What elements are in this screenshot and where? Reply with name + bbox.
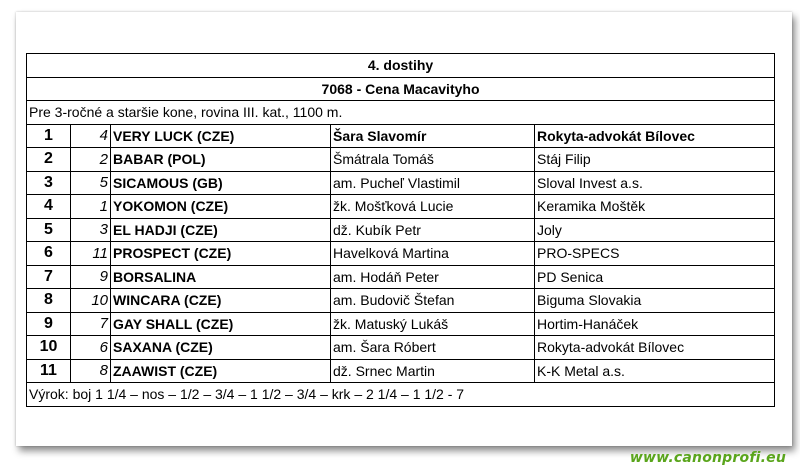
owner-cell: Joly bbox=[535, 218, 775, 242]
start-number-cell: 3 bbox=[71, 218, 111, 242]
watermark: www.canonprofi.eu bbox=[629, 450, 786, 466]
race-title: 7068 - Cena Macavityho bbox=[27, 77, 775, 101]
horse-cell: VERY LUCK (CZE) bbox=[111, 124, 331, 148]
start-number-cell: 1 bbox=[71, 195, 111, 219]
start-number-cell: 8 bbox=[71, 359, 111, 383]
place-cell: 1 bbox=[27, 124, 71, 148]
jockey-cell: am. Šara Róbert bbox=[331, 336, 535, 360]
jockey-cell: Šara Slavomír bbox=[331, 124, 535, 148]
owner-cell: Stáj Filip bbox=[535, 148, 775, 172]
owner-cell: PD Senica bbox=[535, 265, 775, 289]
owner-cell: Keramika Moštěk bbox=[535, 195, 775, 219]
horse-cell: SAXANA (CZE) bbox=[111, 336, 331, 360]
result-row bbox=[27, 171, 775, 195]
owner-cell: PRO-SPECS bbox=[535, 242, 775, 266]
jockey-cell: am. Hodáň Peter bbox=[331, 265, 535, 289]
jockey-cell: Havelková Martina bbox=[331, 242, 535, 266]
start-number-cell: 7 bbox=[71, 312, 111, 336]
race-number-row bbox=[27, 54, 775, 78]
start-number-cell: 2 bbox=[71, 148, 111, 172]
owner-cell: Biguma Slovakia bbox=[535, 289, 775, 313]
place-cell: 3 bbox=[27, 171, 71, 195]
race-title-row bbox=[27, 77, 775, 101]
jockey-cell: am. Budovič Štefan bbox=[331, 289, 535, 313]
owner-cell: K-K Metal a.s. bbox=[535, 359, 775, 383]
start-number-cell: 11 bbox=[71, 242, 111, 266]
place-cell: 2 bbox=[27, 148, 71, 172]
place-cell: 10 bbox=[27, 336, 71, 360]
place-cell: 11 bbox=[27, 359, 71, 383]
start-number-cell: 6 bbox=[71, 336, 111, 360]
result-row bbox=[27, 124, 775, 148]
place-cell: 9 bbox=[27, 312, 71, 336]
finish-margins: Výrok: boj 1 1/4 – nos – 1/2 – 3/4 – 1 1/2 – 3/4 – krk – 2 1/4 – 1 1/2 - 7 bbox=[27, 383, 775, 407]
result-row bbox=[27, 148, 775, 172]
result-row bbox=[27, 242, 775, 266]
horse-cell: GAY SHALL (CZE) bbox=[111, 312, 331, 336]
owner-cell: Rokyta-advokát Bílovec bbox=[535, 124, 775, 148]
race-conditions: Pre 3-ročné a staršie kone, rovina III. kat., 1100 m. bbox=[27, 101, 775, 125]
result-row bbox=[27, 336, 775, 360]
result-row bbox=[27, 195, 775, 219]
place-cell: 5 bbox=[27, 218, 71, 242]
jockey-cell: am. Pucheľ Vlastimil bbox=[331, 171, 535, 195]
owner-cell: Hortim-Hanáček bbox=[535, 312, 775, 336]
horse-cell: ZAAWIST (CZE) bbox=[111, 359, 331, 383]
owner-cell: Sloval Invest a.s. bbox=[535, 171, 775, 195]
horse-cell: PROSPECT (CZE) bbox=[111, 242, 331, 266]
horse-cell: BORSALINA bbox=[111, 265, 331, 289]
place-cell: 8 bbox=[27, 289, 71, 313]
result-row bbox=[27, 218, 775, 242]
place-cell: 4 bbox=[27, 195, 71, 219]
start-number-cell: 5 bbox=[71, 171, 111, 195]
race-number: 4. dostihy bbox=[27, 54, 775, 78]
place-cell: 6 bbox=[27, 242, 71, 266]
result-row bbox=[27, 265, 775, 289]
start-number-cell: 4 bbox=[71, 124, 111, 148]
race-results-table bbox=[26, 53, 775, 407]
result-row bbox=[27, 289, 775, 313]
jockey-cell: dž. Srnec Martin bbox=[331, 359, 535, 383]
horse-cell: EL HADJI (CZE) bbox=[111, 218, 331, 242]
result-row bbox=[27, 312, 775, 336]
jockey-cell: Šmátrala Tomáš bbox=[331, 148, 535, 172]
place-cell: 7 bbox=[27, 265, 71, 289]
horse-cell: BABAR (POL) bbox=[111, 148, 331, 172]
horse-cell: SICAMOUS (GB) bbox=[111, 171, 331, 195]
jockey-cell: žk. Mošťková Lucie bbox=[331, 195, 535, 219]
start-number-cell: 10 bbox=[71, 289, 111, 313]
jockey-cell: žk. Matuský Lukáš bbox=[331, 312, 535, 336]
owner-cell: Rokyta-advokát Bílovec bbox=[535, 336, 775, 360]
horse-cell: YOKOMON (CZE) bbox=[111, 195, 331, 219]
race-conditions-row bbox=[27, 101, 775, 125]
horse-cell: WINCARA (CZE) bbox=[111, 289, 331, 313]
result-row bbox=[27, 359, 775, 383]
start-number-cell: 9 bbox=[71, 265, 111, 289]
jockey-cell: dž. Kubík Petr bbox=[331, 218, 535, 242]
margins-row bbox=[27, 383, 775, 407]
